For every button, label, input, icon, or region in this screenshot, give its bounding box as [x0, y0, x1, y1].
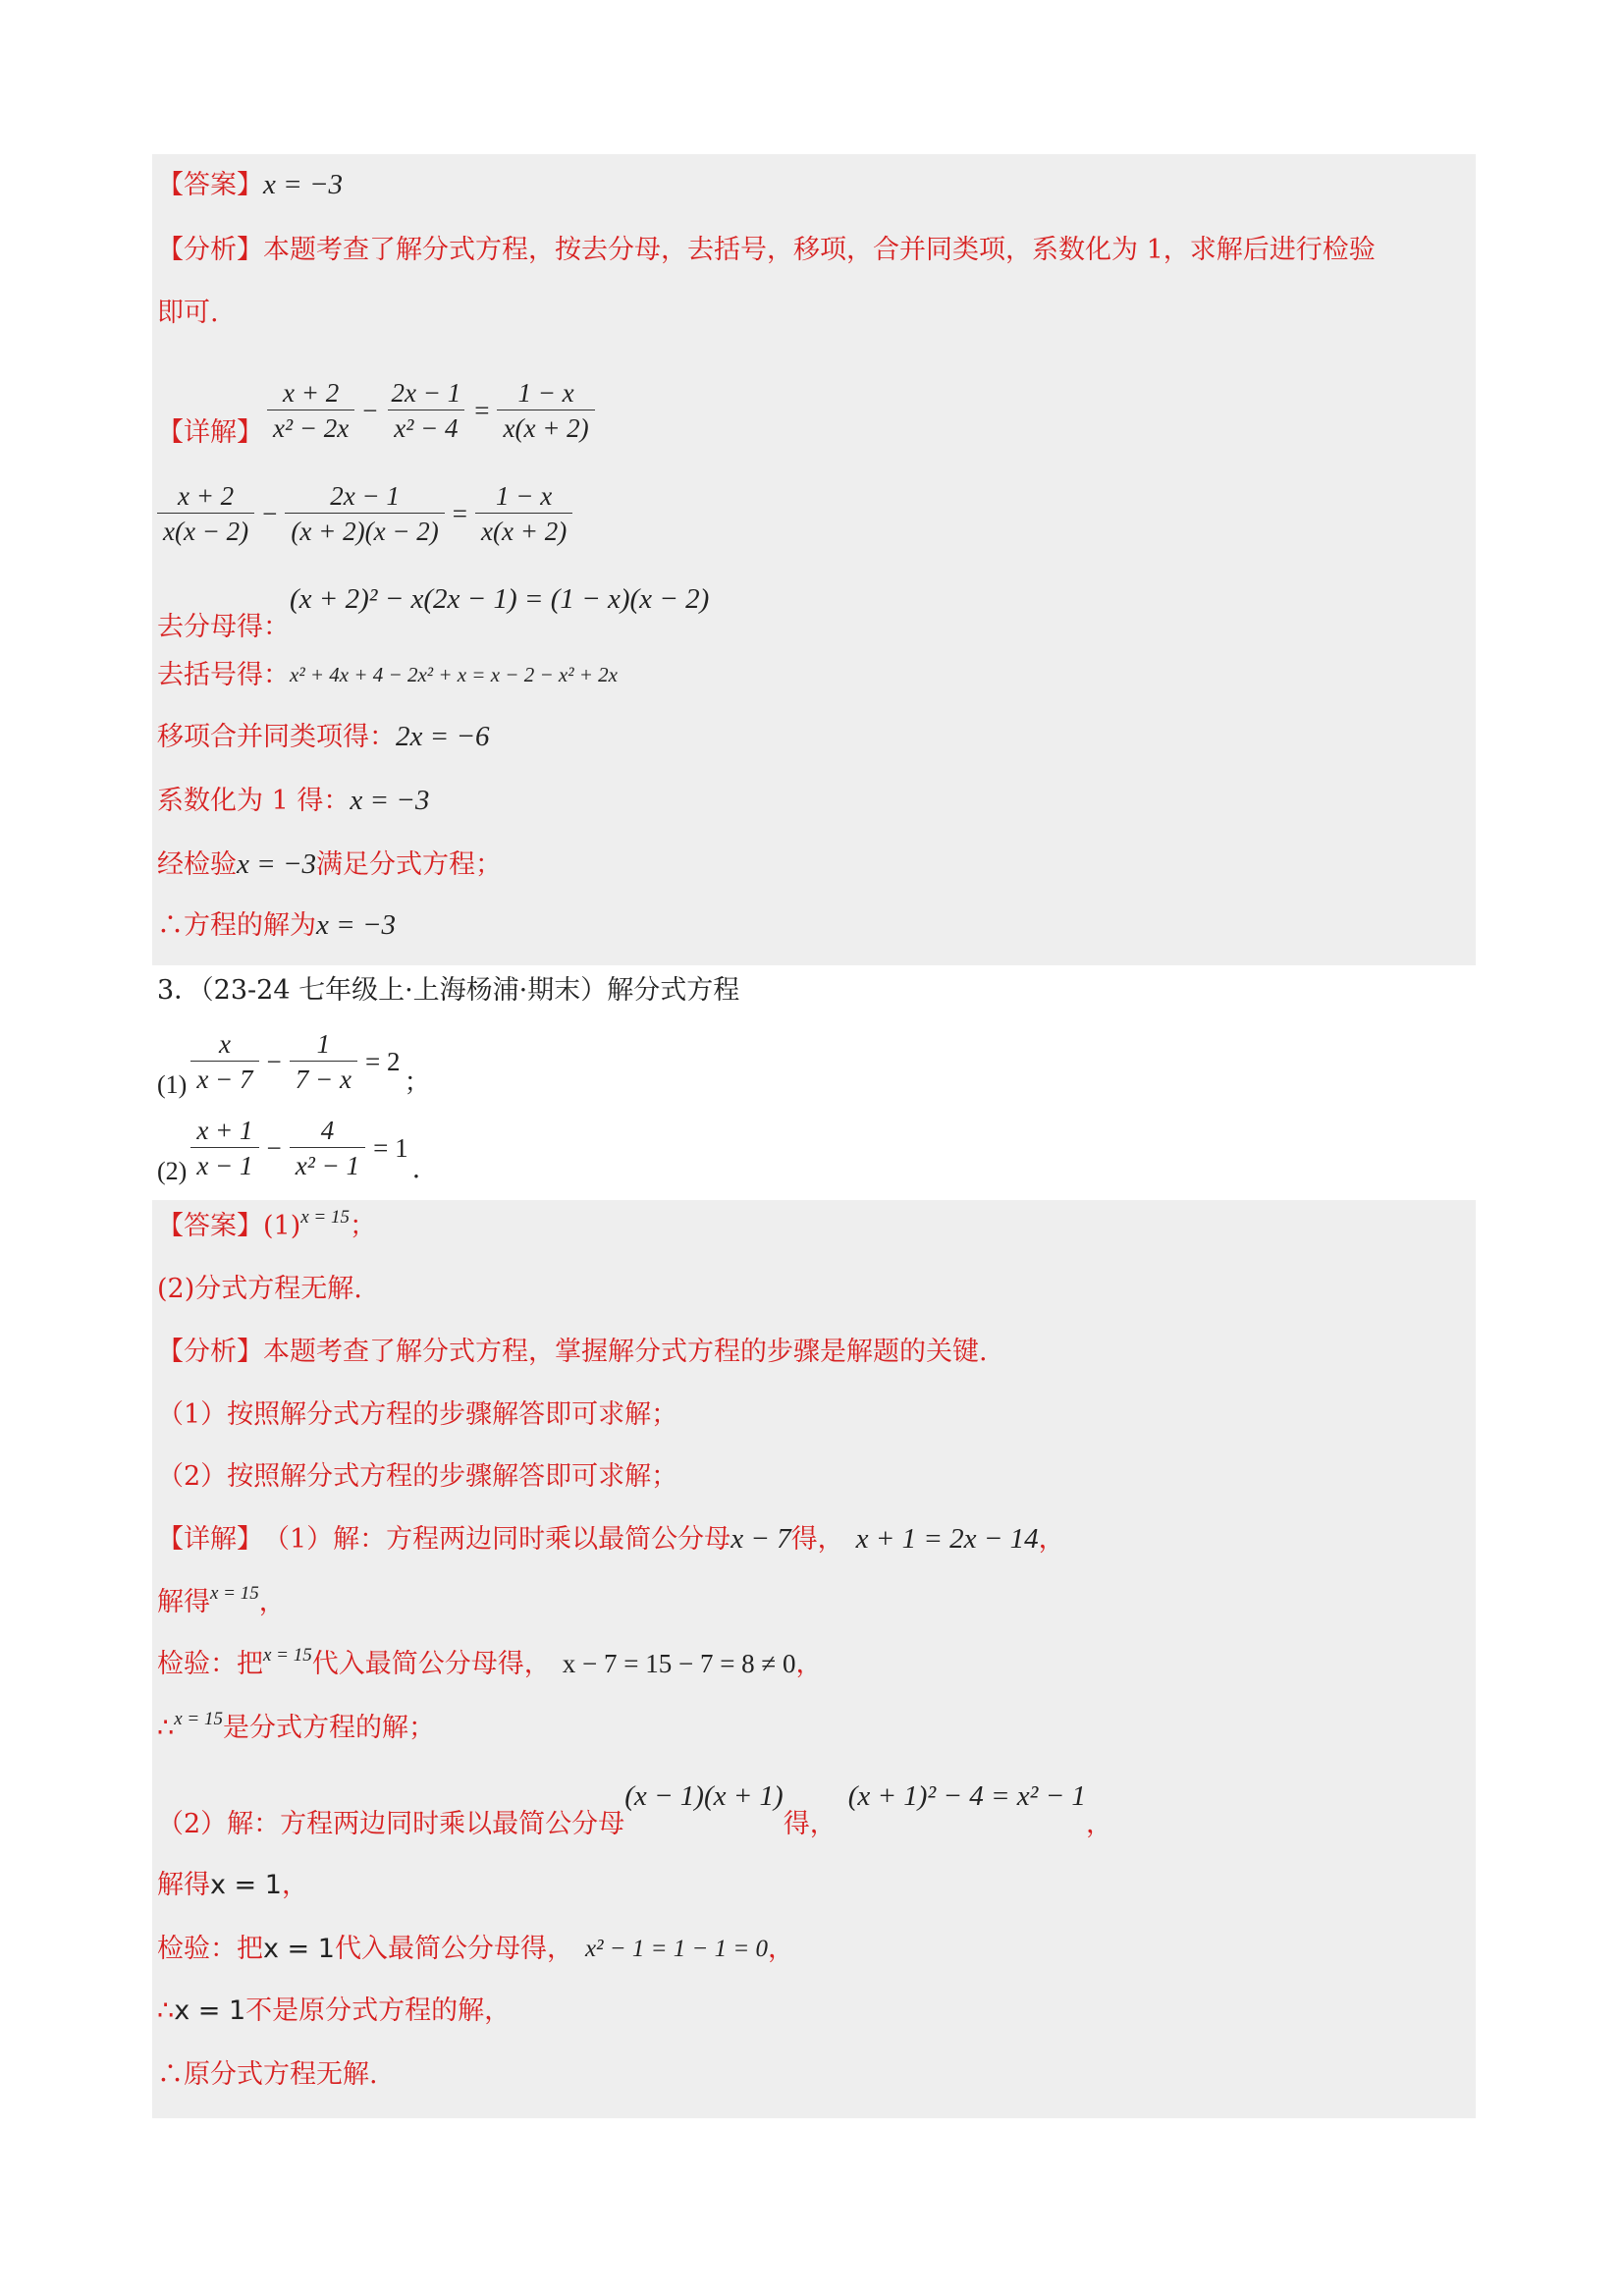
q2-step-combine [157, 715, 490, 758]
denominator: 7 − x [290, 1061, 357, 1093]
detail-mid: 得， [783, 1809, 837, 1839]
detail-expr: x = 1 [174, 1995, 246, 2026]
numerator: 1 [316, 1028, 331, 1059]
denominator: x(x + 2) [475, 513, 572, 545]
q3-detail-part2-line1 [157, 1782, 1112, 1837]
detail-pre: 解得 [157, 1586, 210, 1617]
fraction [290, 1115, 365, 1180]
q2-step-expand [157, 653, 618, 696]
q3-analysis-part2: （2）按照解分式方程的步骤解答即可求解； [157, 1460, 678, 1492]
fraction [497, 380, 594, 442]
denominator: x − 7 [190, 1061, 258, 1093]
q3-detail-part2-line3 [157, 1927, 794, 1970]
denominator: x(x + 2) [497, 410, 594, 442]
q3-detail-part2-line4 [157, 1989, 511, 2032]
q2-step-coefficient [157, 779, 429, 822]
q2-answer-line [157, 163, 343, 206]
answer-tag: 【答案】 [157, 169, 263, 200]
q2-analysis-line2 [157, 291, 219, 334]
q3-answer-line [157, 1204, 376, 1247]
step-label: 去分母得： [157, 612, 290, 642]
step-label: 移项合并同类项得： [157, 721, 396, 752]
detail-expr: (x − 1)(x + 1) [624, 1780, 784, 1812]
q3-analysis-line [157, 1330, 988, 1373]
denominator: (x + 2)(x − 2) [285, 513, 444, 545]
q3-part2-equation [157, 1104, 420, 1192]
detail-expr: x − 7 = 15 − 7 = 8 ≠ 0 [562, 1648, 796, 1678]
answer-expr: x = −3 [263, 168, 344, 200]
answer-pre: (1) [263, 1210, 301, 1241]
equation-factored: $\frac{x + 2}{x(x - 2)}$ − $\frac{2x - 1}{(x + 2)(x - 2)}$ = $\frac{1 - x}{x(x + 2)}$ [153, 483, 576, 545]
detail-expr: x = 1 [210, 1869, 282, 1900]
step-label: 去括号得： [157, 659, 290, 690]
equation-original: $\frac{x + 2}{\text{x² − 2x}}$ − $\frac{2x - 1}{\text{x² − 4}}$ = $\frac{1 - x}{x(x + 2)}$ [263, 380, 599, 442]
q2-step-clear-denominators [157, 585, 709, 640]
fraction [386, 380, 467, 442]
numerator: x + 2 [177, 480, 235, 511]
detail-pre: 解得 [157, 1869, 210, 1900]
rhs: = 1 [373, 1132, 408, 1163]
detail-expr: x = 1 [263, 1933, 335, 1964]
detail-expr: x = 15 [210, 1583, 259, 1604]
detail-post: 是分式方程的解； [222, 1712, 435, 1743]
check-post: 满足分式方程； [316, 848, 503, 880]
q2-detail-equation [157, 361, 599, 450]
step-expr: x = −3 [350, 784, 430, 816]
fraction [157, 480, 254, 546]
denominator: x² − 4 [388, 410, 463, 442]
detail-end: ， [281, 1869, 308, 1900]
detail-end: ， [1085, 1809, 1112, 1839]
detail-pre: 检验：把 [157, 1648, 263, 1679]
answer-expr: x = 15 [300, 1207, 351, 1228]
q3-analysis-part1: （1）按照解分式方程的步骤解答即可求解； [157, 1398, 678, 1430]
equation: $\frac{x}{x - 7}$ − $\frac{1}{7 - x}$ = 2 [187, 1031, 404, 1093]
detail-mid: 代入最简公分母得， [311, 1648, 551, 1679]
q3-detail-line2 [157, 1580, 286, 1623]
rhs: = 2 [365, 1046, 401, 1076]
q3-answer-line2: (2)分式方程无解. [157, 1273, 362, 1304]
analysis-text-cont: 即可. [157, 297, 219, 328]
equation: $\frac{x + 1}{x - 1}$ − $\frac{4}{\text{x² − 1}}$ = 1 [187, 1118, 411, 1179]
detail-text: （2）解：方程两边同时乘以最简公分母 [157, 1809, 625, 1839]
fraction [285, 480, 444, 546]
check-expr: x = −3 [237, 847, 317, 880]
denominator: x² − 2x [267, 410, 354, 442]
numerator: 1 − x [495, 480, 553, 511]
denominator: x(x − 2) [157, 513, 254, 545]
q2-equation-factored [153, 469, 576, 558]
q3-title: 3．（23-24 七年级上·上海杨浦·期末）解分式方程 [157, 974, 740, 1006]
detail-mid: 代入最简公分母得， [334, 1933, 573, 1964]
detail-end: ， [258, 1586, 286, 1617]
step-expr: (x + 2)² − x(2x − 1) = (1 − x)(x − 2) [290, 583, 710, 615]
numerator: x + 2 [283, 378, 340, 408]
step-expr: x² + 4x + 4 − 2x² + x = x − 2 − x² + 2x [290, 662, 619, 686]
detail-expr: x + 1 = 2x − 14 [855, 1522, 1039, 1555]
check-pre: 经检验 [157, 848, 237, 880]
step-label: 系数化为 1 得： [157, 785, 351, 816]
conclusion-pre: ∴方程的解为 [157, 909, 316, 941]
detail-mid: 得， [790, 1523, 844, 1555]
detail-text: （1）解：方程两边同时乘以最简公分母 [263, 1523, 731, 1555]
detail-expr: x = 15 [174, 1709, 223, 1729]
fraction [190, 1115, 258, 1180]
q3-part1-equation [157, 1017, 430, 1106]
denominator: x² − 1 [290, 1147, 365, 1179]
detail-pre: ∴ [157, 1995, 175, 2026]
q3-detail-line1 [157, 1517, 1065, 1560]
answer-tag: 【答案】 [157, 1210, 263, 1241]
part-label: (1) [157, 1070, 188, 1099]
analysis-tag: 【分析】 [157, 234, 263, 265]
fraction [190, 1028, 258, 1094]
q2-conclusion [157, 903, 396, 947]
analysis-tag: 【分析】 [157, 1336, 263, 1367]
numerator: 4 [320, 1115, 335, 1145]
q3-detail-line3 [157, 1642, 823, 1685]
part-end: . [411, 1154, 421, 1184]
q3-detail-part2-line2 [157, 1863, 308, 1906]
numerator: x + 1 [196, 1115, 253, 1145]
detail-expr: x = 15 [263, 1645, 312, 1666]
detail-expr: (x + 1)² − 4 = x² − 1 [847, 1780, 1086, 1812]
numerator: 2x − 1 [330, 480, 400, 511]
fraction [290, 1028, 357, 1094]
detail-tag: 【详解】 [157, 417, 263, 448]
detail-pre: 检验：把 [157, 1933, 263, 1964]
detail-tag: 【详解】 [157, 1523, 263, 1555]
q2-check [157, 843, 502, 886]
detail-end: ， [1038, 1523, 1065, 1555]
numerator: x [218, 1028, 231, 1059]
part-label: (2) [157, 1157, 188, 1185]
detail-end: ， [768, 1933, 795, 1964]
detail-expr: x − 7 [730, 1522, 791, 1555]
analysis-text: 本题考查了解分式方程，掌握解分式方程的步骤是解题的关键. [263, 1336, 988, 1367]
fraction [267, 380, 354, 442]
part-end: ； [404, 1067, 431, 1098]
q2-analysis-line1 [157, 228, 1376, 271]
numerator: 1 − x [517, 378, 574, 408]
step-expr: 2x = −6 [396, 720, 490, 752]
q3-final-conclusion: ∴原分式方程无解. [157, 2058, 378, 2090]
detail-expr: x² − 1 = 1 − 1 = 0 [584, 1935, 769, 1962]
fraction [475, 480, 572, 546]
detail-post: 不是原分式方程的解， [245, 1995, 512, 2026]
detail-pre: ∴ [157, 1712, 175, 1743]
answer-post: ； [350, 1210, 377, 1241]
denominator: x − 1 [190, 1147, 258, 1179]
conclusion-expr: x = −3 [316, 908, 397, 941]
detail-end: ， [795, 1648, 823, 1679]
numerator: 2x − 1 [391, 378, 461, 408]
analysis-text: 本题考查了解分式方程，按去分母，去括号，移项，合并同类项，系数化为 1，求解后进行检验 [263, 234, 1376, 265]
q3-detail-line4 [157, 1706, 435, 1749]
